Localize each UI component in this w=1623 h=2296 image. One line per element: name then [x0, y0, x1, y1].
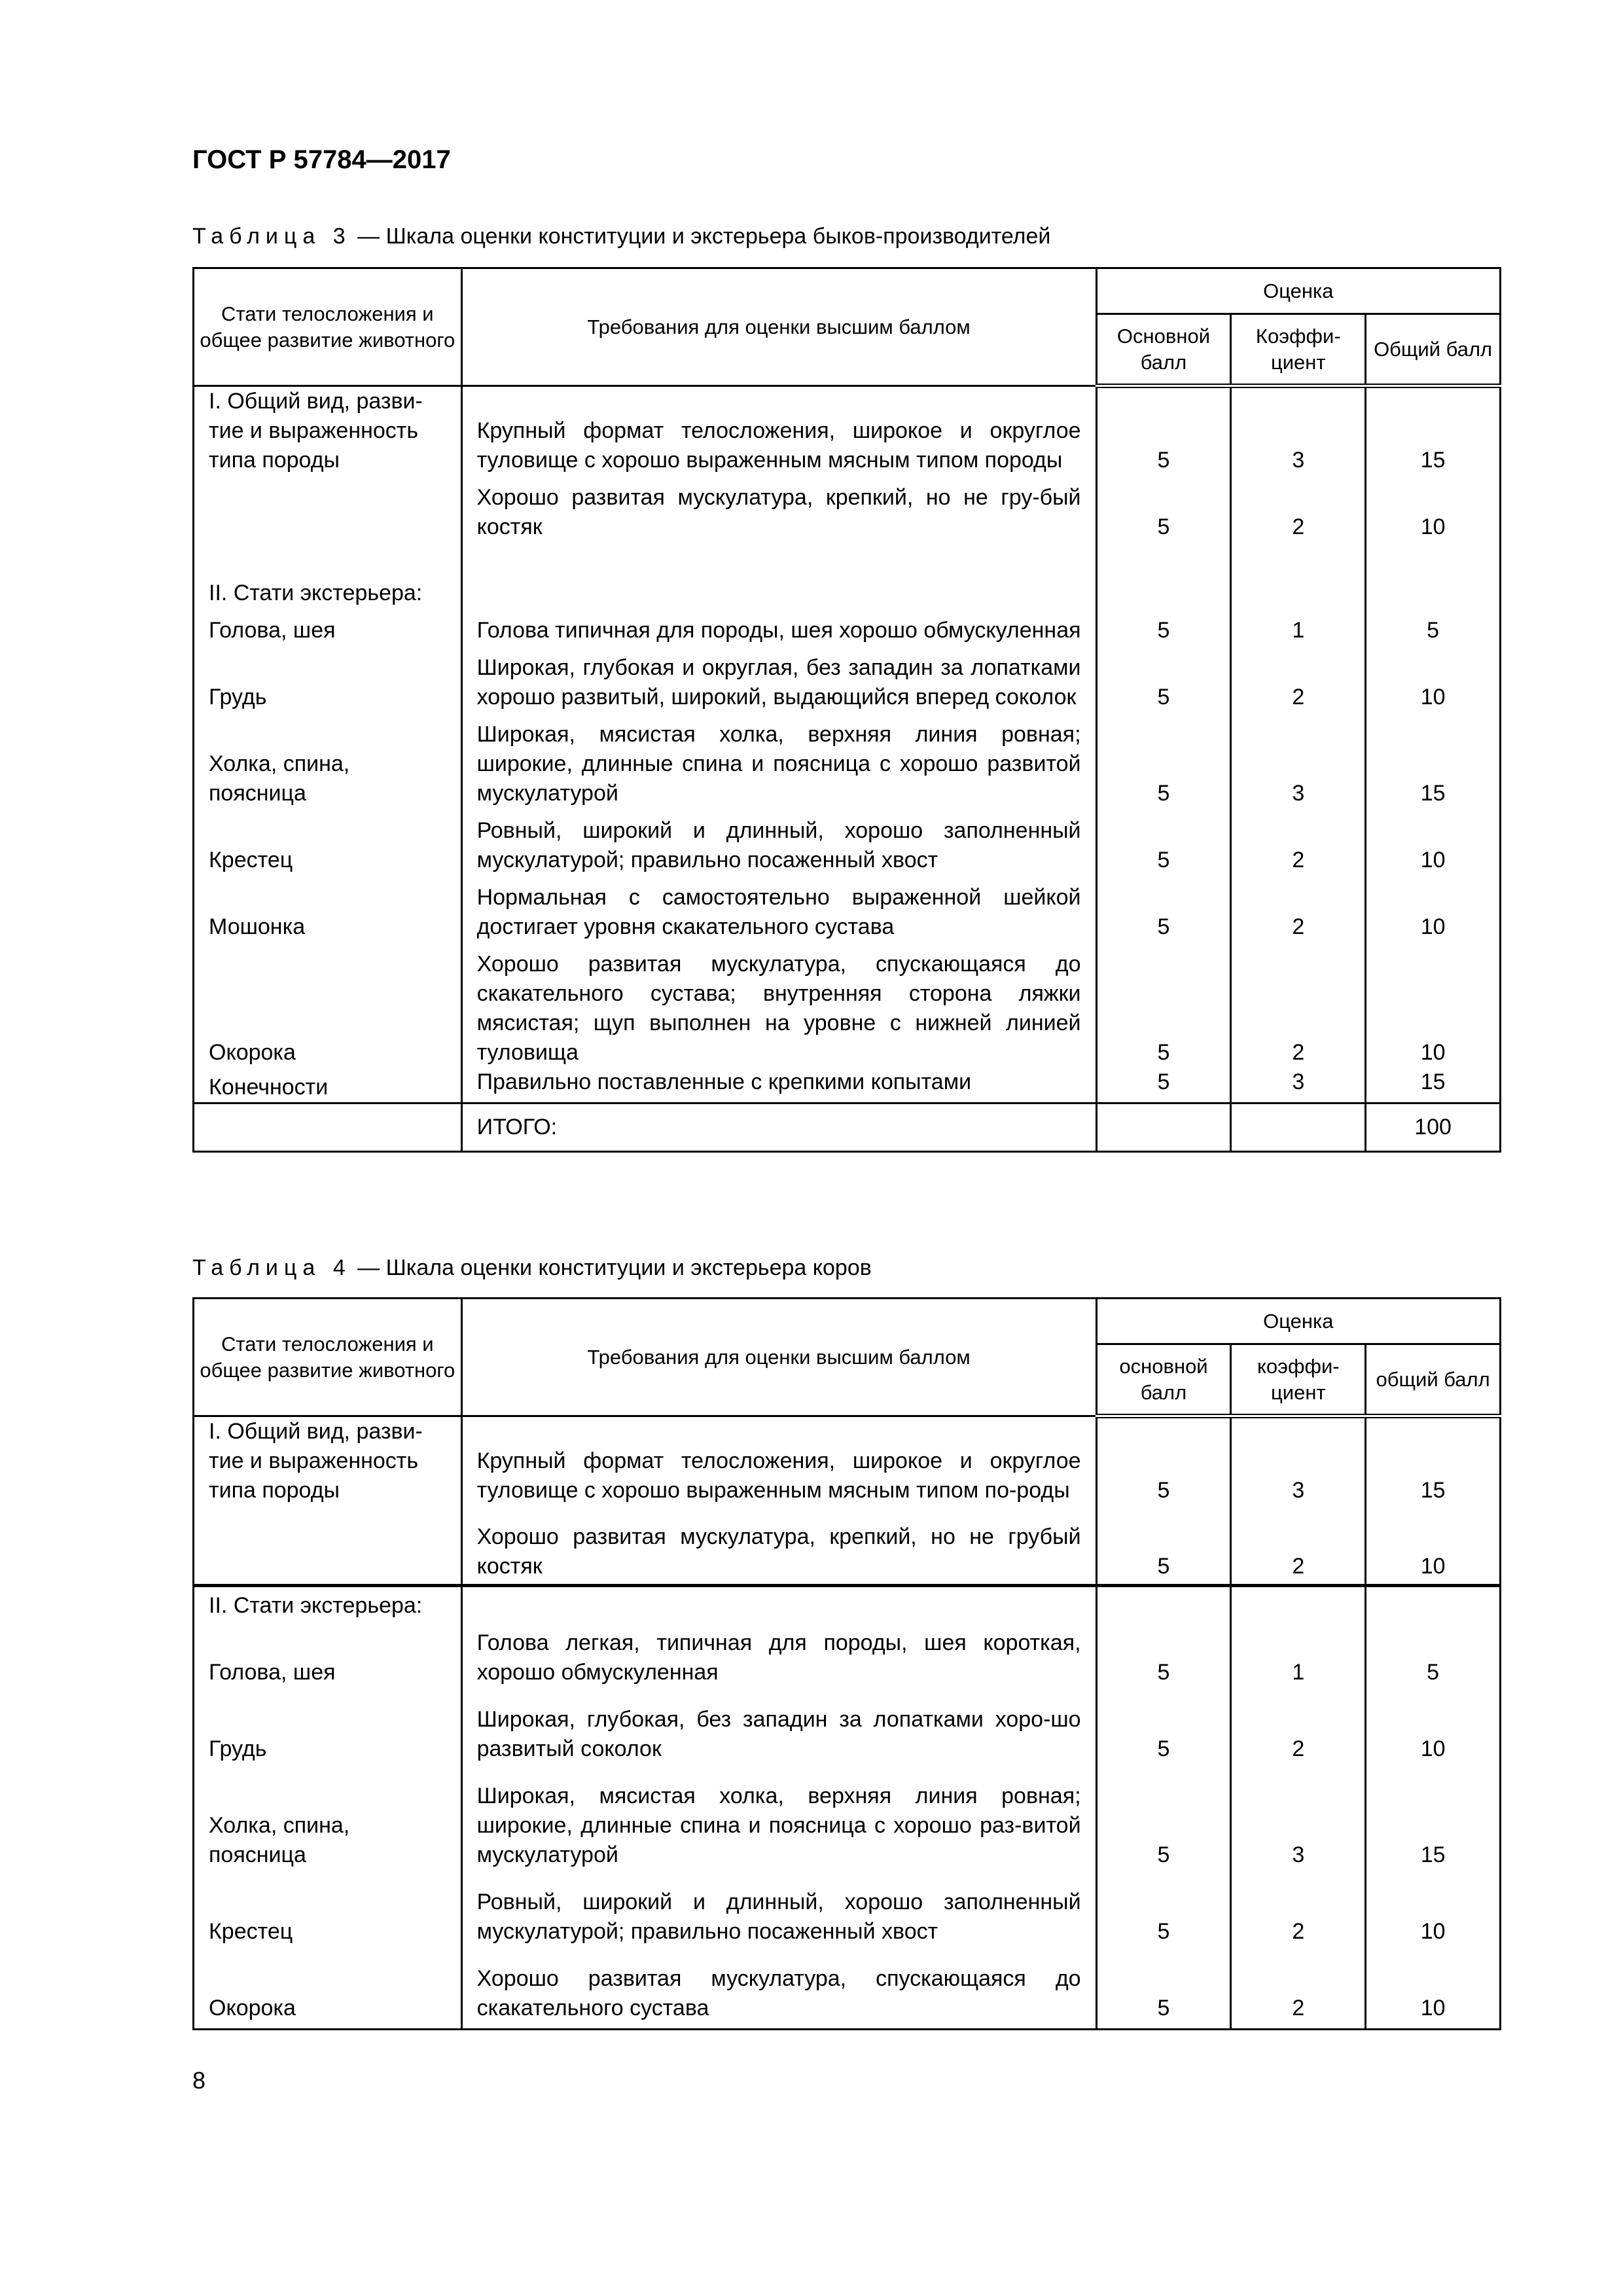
- table3-head-total-score: Общий балл: [1366, 314, 1501, 386]
- row-base-score: 5: [1096, 942, 1231, 1067]
- total-row-empty-cell: [1096, 1103, 1231, 1152]
- row-coefficient: 1: [1231, 1621, 1366, 1687]
- table-row: [194, 475, 1501, 542]
- row-coefficient: 2: [1231, 875, 1366, 942]
- row-base-score: 5: [1096, 1870, 1231, 1946]
- table4-head-total-score: общий балл: [1366, 1344, 1501, 1416]
- row-requirement: Крупный формат телосложения, широкое и округлое туловище с хорошо выраженным мясным типом породы: [461, 386, 1096, 476]
- row-attribute: Голова, шея: [194, 1621, 462, 1687]
- table3-caption: [192, 224, 1050, 249]
- table-row: [194, 1505, 1501, 1586]
- row-total-score: 15: [1366, 1764, 1501, 1870]
- table-row: [194, 386, 1501, 476]
- table3-head-coefficient: Коэффи-циент: [1231, 314, 1366, 386]
- row-base-score: 5: [1096, 1764, 1231, 1870]
- table4-head-attributes: Стати телосложения и общее развитие животного: [194, 1299, 462, 1416]
- row-attribute: II. Стати экстерьера:: [194, 542, 462, 608]
- table4-caption-label: Таблица 4: [192, 1255, 351, 1280]
- row-attribute: [194, 475, 462, 542]
- table3-caption-text: — Шкала оценки конституции и экстерьера быков-производителей: [351, 224, 1051, 249]
- row-coefficient: 2: [1231, 942, 1366, 1067]
- row-base-score: 5: [1096, 475, 1231, 542]
- table3: [192, 267, 1501, 1153]
- table4-head-base-score: основной балл: [1096, 1344, 1231, 1416]
- row-total-score: [1366, 1586, 1501, 1621]
- row-requirement: Крупный формат телосложения, широкое и округлое туловище с хорошо выраженным мясным типом по-роды: [461, 1416, 1096, 1506]
- row-coefficient: 2: [1231, 808, 1366, 875]
- row-coefficient: 3: [1231, 1764, 1366, 1870]
- table3-head-attributes: Стати телосложения и общее развитие животного: [194, 268, 462, 386]
- row-requirement: Хорошо развитая мускулатура, спускающаяся до скакательного сустава: [461, 1946, 1096, 2030]
- table3-head-score-group: Оценка: [1096, 268, 1500, 314]
- row-total-score: 10: [1366, 875, 1501, 942]
- table-row: [194, 875, 1501, 942]
- row-attribute: Крестец: [194, 808, 462, 875]
- row-base-score: [1096, 1586, 1231, 1621]
- row-base-score: 5: [1096, 1067, 1231, 1103]
- row-attribute: Окорока: [194, 942, 462, 1067]
- row-total-score: 15: [1366, 1416, 1501, 1506]
- page-number: 8: [192, 2067, 206, 2094]
- row-requirement: Широкая, мясистая холка, верхняя линия ровная; широкие, длинные спина и поясница с хорошо развитой мускулатурой: [461, 712, 1096, 808]
- row-requirement: [461, 542, 1096, 608]
- row-attribute: Мошонка: [194, 875, 462, 942]
- row-attribute: Голова, шея: [194, 608, 462, 645]
- row-base-score: 5: [1096, 645, 1231, 712]
- row-attribute: Конечности: [194, 1067, 462, 1103]
- table-row: [194, 712, 1501, 808]
- row-total-score: 10: [1366, 645, 1501, 712]
- row-coefficient: 1: [1231, 608, 1366, 645]
- total-row: [194, 1103, 1501, 1152]
- row-total-score: 10: [1366, 475, 1501, 542]
- table-row: [194, 1621, 1501, 1687]
- row-total-score: 10: [1366, 1870, 1501, 1946]
- row-coefficient: [1231, 542, 1366, 608]
- total-row-value: 100: [1366, 1103, 1501, 1152]
- row-total-score: 10: [1366, 1946, 1501, 2030]
- table-row: [194, 608, 1501, 645]
- row-total-score: 5: [1366, 1621, 1501, 1687]
- row-base-score: 5: [1096, 712, 1231, 808]
- row-requirement: Хорошо развитая мускулатура, крепкий, но не гру-бый костяк: [461, 475, 1096, 542]
- total-row-label: ИТОГО:: [461, 1103, 1096, 1152]
- total-row-empty-cell: [194, 1103, 462, 1152]
- row-attribute: Холка, спина, поясница: [194, 712, 462, 808]
- table-row: [194, 1586, 1501, 1621]
- row-coefficient: 2: [1231, 1687, 1366, 1764]
- table-row: [194, 942, 1501, 1067]
- table3-caption-label: Таблица 3: [192, 224, 351, 249]
- row-base-score: 5: [1096, 1416, 1231, 1506]
- row-coefficient: 2: [1231, 1505, 1366, 1586]
- row-attribute: I. Общий вид, разви-тие и выраженность типа породы: [194, 1416, 462, 1506]
- row-requirement: Широкая, мясистая холка, верхняя линия ровная; широкие, длинные спина и поясница с хорошо раз-витой мускулатурой: [461, 1764, 1096, 1870]
- row-attribute: Грудь: [194, 645, 462, 712]
- table3-head-requirements: Требования для оценки высшим баллом: [461, 268, 1096, 386]
- row-requirement: Хорошо развитая мускулатура, спускающаяся до скакательного сустава; внутренняя сторона ляжки мясистая; щуп выполнен на уровне с нижней линией туловища: [461, 942, 1096, 1067]
- row-requirement: [461, 1586, 1096, 1621]
- table-row: [194, 542, 1501, 608]
- row-base-score: 5: [1096, 808, 1231, 875]
- row-requirement: Нормальная с самостоятельно выраженной шейкой достигает уровня скакательного сустава: [461, 875, 1096, 942]
- row-requirement: Правильно поставленные с крепкими копытами: [461, 1067, 1096, 1103]
- row-base-score: 5: [1096, 608, 1231, 645]
- row-coefficient: 2: [1231, 645, 1366, 712]
- row-requirement: Хорошо развитая мускулатура, крепкий, но не грубый костяк: [461, 1505, 1096, 1586]
- table4-head-coefficient: коэффи-циент: [1231, 1344, 1366, 1416]
- table-row: [194, 808, 1501, 875]
- row-attribute: [194, 1505, 462, 1586]
- row-coefficient: [1231, 1586, 1366, 1621]
- row-requirement: Голова легкая, типичная для породы, шея короткая, хорошо обмускуленная: [461, 1621, 1096, 1687]
- row-total-score: 15: [1366, 386, 1501, 476]
- row-total-score: 10: [1366, 1505, 1501, 1586]
- row-attribute: Крестец: [194, 1870, 462, 1946]
- row-coefficient: 3: [1231, 386, 1366, 476]
- row-attribute: Холка, спина, поясница: [194, 1764, 462, 1870]
- total-row-empty-cell: [1231, 1103, 1366, 1152]
- table-row: [194, 645, 1501, 712]
- table4-head-score-group: Оценка: [1096, 1299, 1500, 1344]
- table3-head-base-score: Основной балл: [1096, 314, 1231, 386]
- table-row: [194, 1416, 1501, 1506]
- row-base-score: 5: [1096, 1687, 1231, 1764]
- row-total-score: 10: [1366, 808, 1501, 875]
- row-requirement: Широкая, глубокая, без западин за лопатками хоро-шо развитый соколок: [461, 1687, 1096, 1764]
- row-attribute: I. Общий вид, разви-тие и выраженность типа породы: [194, 386, 462, 476]
- row-base-score: 5: [1096, 1505, 1231, 1586]
- row-base-score: 5: [1096, 875, 1231, 942]
- row-coefficient: 3: [1231, 1067, 1366, 1103]
- row-requirement: Голова типичная для породы, шея хорошо обмускуленная: [461, 608, 1096, 645]
- row-coefficient: 2: [1231, 1870, 1366, 1946]
- row-total-score: 15: [1366, 712, 1501, 808]
- table-row: [194, 1067, 1501, 1103]
- row-requirement: Широкая, глубокая и округлая, без западин за лопатками хорошо развитый, широкий, выдающийся вперед соколок: [461, 645, 1096, 712]
- row-total-score: 10: [1366, 1687, 1501, 1764]
- table4-head-requirements: Требования для оценки высшим баллом: [461, 1299, 1096, 1416]
- row-total-score: 5: [1366, 608, 1501, 645]
- document-header: ГОСТ Р 57784—2017: [192, 145, 451, 174]
- row-attribute: II. Стати экстерьера:: [194, 1586, 462, 1621]
- table4: [192, 1297, 1501, 2030]
- table-row: [194, 1870, 1501, 1946]
- table-row: [194, 1687, 1501, 1764]
- table4-caption-text: — Шкала оценки конституции и экстерьера коров: [351, 1255, 872, 1280]
- table-row: [194, 1946, 1501, 2030]
- row-total-score: [1366, 542, 1501, 608]
- table-row: [194, 1764, 1501, 1870]
- row-coefficient: 3: [1231, 1416, 1366, 1506]
- row-coefficient: 3: [1231, 712, 1366, 808]
- row-coefficient: 2: [1231, 475, 1366, 542]
- row-attribute: Грудь: [194, 1687, 462, 1764]
- row-base-score: 5: [1096, 1946, 1231, 2030]
- row-total-score: 10: [1366, 942, 1501, 1067]
- row-base-score: 5: [1096, 1621, 1231, 1687]
- row-total-score: 15: [1366, 1067, 1501, 1103]
- row-attribute: Окорока: [194, 1946, 462, 2030]
- row-coefficient: 2: [1231, 1946, 1366, 2030]
- row-base-score: [1096, 542, 1231, 608]
- row-requirement: Ровный, широкий и длинный, хорошо заполненный мускулатурой; правильно посаженный хвост: [461, 808, 1096, 875]
- row-base-score: 5: [1096, 386, 1231, 476]
- row-requirement: Ровный, широкий и длинный, хорошо заполненный мускулатурой; правильно посаженный хвост: [461, 1870, 1096, 1946]
- table4-caption: [192, 1255, 872, 1281]
